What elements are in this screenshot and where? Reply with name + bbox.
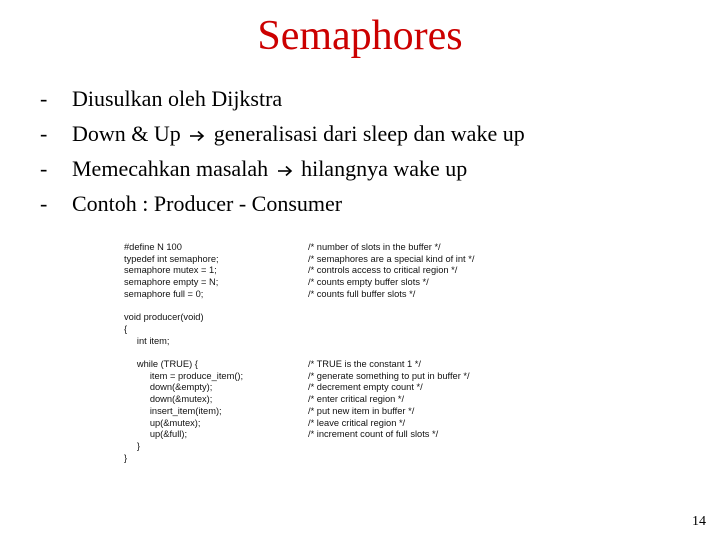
code-line: down(&mutex);	[124, 394, 213, 405]
bullet-text-after: hilangnya wake up	[301, 156, 468, 181]
code-listing	[124, 242, 504, 487]
bullet-dash: -	[40, 86, 48, 111]
bullet-item	[40, 84, 525, 119]
code-line: {	[124, 323, 128, 334]
bullet-item	[40, 119, 525, 154]
code-line: insert_item(item);	[124, 405, 222, 416]
code-line: void producer(void)	[124, 312, 204, 323]
bullet-text: Diusulkan oleh Dijkstra	[72, 86, 283, 111]
bullet-item	[40, 154, 525, 189]
code-line: semaphore empty = N;	[124, 277, 219, 288]
bullet-dash: -	[40, 191, 48, 216]
code-line: down(&empty);	[124, 382, 213, 393]
bullet-list	[40, 84, 525, 224]
code-line: }	[124, 452, 128, 463]
bullet-text-before: Memecahkan masalah	[72, 156, 269, 181]
code-line: typedef int semaphore;	[124, 253, 219, 264]
code-comment: /* TRUE is the constant 1 */	[308, 359, 421, 369]
bullet-dash: -	[40, 121, 48, 146]
code-comment: /* enter critical region */	[308, 394, 405, 405]
page-number: 14	[692, 514, 706, 529]
code-line: semaphore full = 0;	[124, 288, 204, 299]
code-line: int item;	[124, 335, 170, 346]
bullet-text-after: generalisasi dari sleep dan wake up	[213, 121, 525, 146]
code-line: item = produce_item();	[124, 370, 244, 381]
code-line: up(&mutex);	[124, 417, 201, 428]
code-line: semaphore mutex = 1;	[124, 265, 217, 276]
code-line: up(&full);	[124, 429, 188, 440]
page-title: Semaphores	[257, 13, 463, 59]
arrow-right-icon	[189, 130, 205, 142]
code-comment: /* generate something to put in buffer */	[308, 370, 470, 381]
code-comment: /* decrement empty count */	[308, 382, 423, 393]
code-comment: /* counts empty buffer slots */	[308, 277, 429, 288]
code-line: #define N 100	[124, 242, 182, 252]
code-comment: /* counts full buffer slots */	[308, 288, 416, 299]
code-comment: /* leave critical region */	[308, 417, 406, 428]
code-comment: /* controls access to critical region */	[308, 265, 458, 276]
bullet-text-before: Down & Up	[72, 121, 181, 146]
arrow-right-icon	[277, 165, 293, 177]
code-comment: /* number of slots in the buffer */	[308, 242, 441, 252]
code-comment: /* increment count of full slots */	[308, 429, 439, 440]
bullet-dash: -	[40, 156, 48, 181]
code-comment: /* semaphores are a special kind of int */	[308, 253, 475, 264]
code-comment: /* put new item in buffer */	[308, 405, 415, 416]
bullet-item	[40, 189, 525, 224]
bullet-text: Contoh : Producer - Consumer	[72, 191, 343, 216]
code-line: while (TRUE) {	[124, 359, 198, 369]
code-line: }	[124, 440, 141, 451]
